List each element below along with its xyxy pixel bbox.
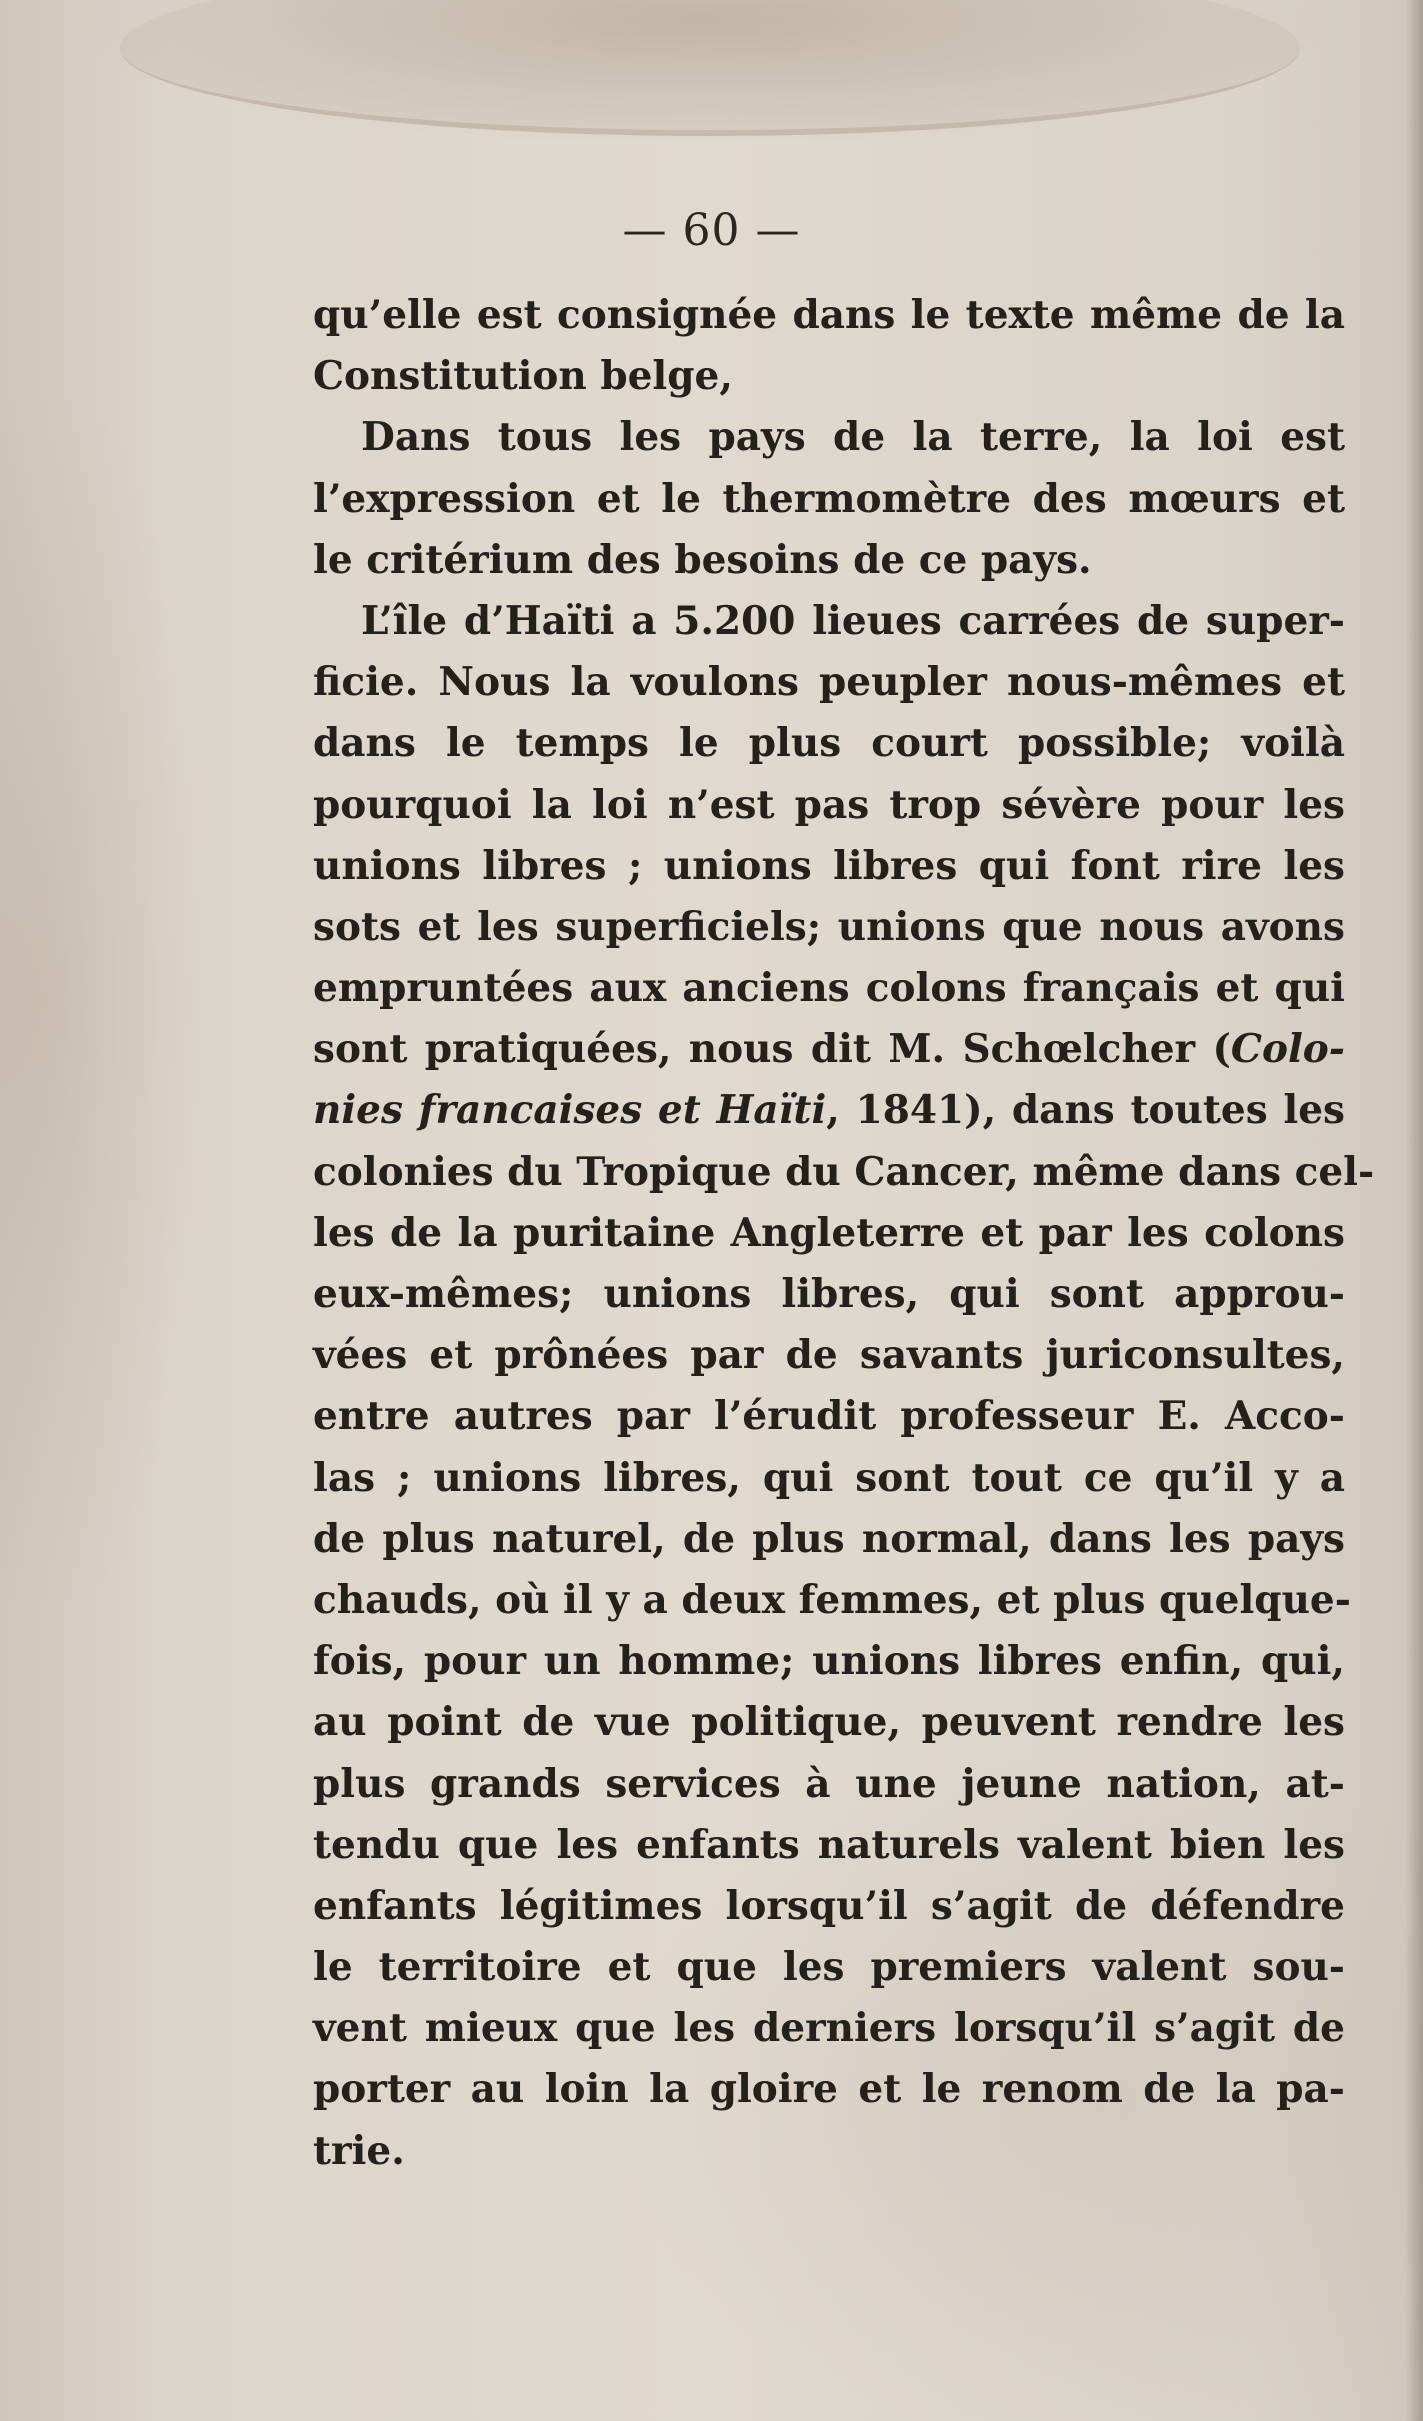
text-line: enfants légitimes lorsqu’il s’agit de défendre xyxy=(313,1882,1345,1929)
text-line: vées et prônées par de savants juriconsultes, xyxy=(313,1332,1345,1379)
text-line: qu’elle est consignée dans le texte même de la xyxy=(313,292,1345,338)
text-line: l’expression et le thermomètre des mœurs et xyxy=(313,475,1345,522)
text-line: le critérium des besoins de ce pays. xyxy=(313,536,1092,583)
text-line: colonies du Tropique du Cancer, même dans cel- xyxy=(313,1148,1375,1195)
page-number: — 60 — xyxy=(622,205,801,256)
water-stain xyxy=(120,0,1300,136)
text-fragment: , 1841), dans toutes les xyxy=(826,1087,1345,1134)
text-line xyxy=(313,1080,1345,1141)
text-line: trie. xyxy=(313,2127,405,2174)
text-line: chauds, où il y a deux femmes, et plus quelque- xyxy=(313,1576,1351,1623)
text-line: Constitution belge, xyxy=(313,353,733,400)
text-line: Dans tous les pays de la terre, la loi est xyxy=(361,414,1345,461)
text-line: L’île d’Haïti a 5.200 lieues carrées de super- xyxy=(361,597,1345,644)
text-line: plus grands services à une jeune nation, at- xyxy=(313,1760,1345,1807)
text-line: dans le temps le plus court possible; voilà xyxy=(313,720,1345,767)
italic-fragment: Colo- xyxy=(1230,1026,1345,1073)
text-line: vent mieux que les derniers lorsqu’il s’agit de xyxy=(313,2005,1345,2052)
text-line: entre autres par l’érudit professeur E. Acco- xyxy=(313,1393,1345,1440)
text-line: empruntées aux anciens colons français et qui xyxy=(313,965,1345,1012)
text-fragment: sont pratiquées, nous dit M. Schœlcher ( xyxy=(313,1026,1231,1073)
text-line xyxy=(313,1019,1345,1080)
text-line: tendu que les enfants naturels valent bien les xyxy=(313,1821,1345,1868)
body-text xyxy=(313,285,1375,2182)
text-line: fois, pour un homme; unions libres enfin, qui, xyxy=(313,1638,1345,1685)
text-line: le territoire et que les premiers valent sou- xyxy=(313,1944,1345,1991)
text-line: las ; unions libres, qui sont tout ce qu’il y a xyxy=(313,1454,1345,1501)
text-line: au point de vue politique, peuvent rendre les xyxy=(313,1699,1345,1746)
text-line: unions libres ; unions libres qui font rire les xyxy=(313,842,1345,889)
page-edge-shadow xyxy=(1405,0,1423,2421)
text-line: pourquoi la loi n’est pas trop sévère pour les xyxy=(313,781,1345,828)
text-line: ficie. Nous la voulons peupler nous-mêmes et xyxy=(313,659,1345,706)
text-line: de plus naturel, de plus normal, dans les pays xyxy=(313,1515,1345,1562)
text-line: eux-mêmes; unions libres, qui sont approu- xyxy=(313,1271,1345,1317)
text-line: les de la puritaine Angleterre et par les colons xyxy=(313,1209,1345,1256)
italic-fragment: nies francaises et Haïti xyxy=(313,1087,827,1134)
text-line: sots et les superficiels; unions que nous avons xyxy=(313,903,1345,950)
text-line: porter au loin la gloire et le renom de la pa- xyxy=(313,2066,1345,2113)
